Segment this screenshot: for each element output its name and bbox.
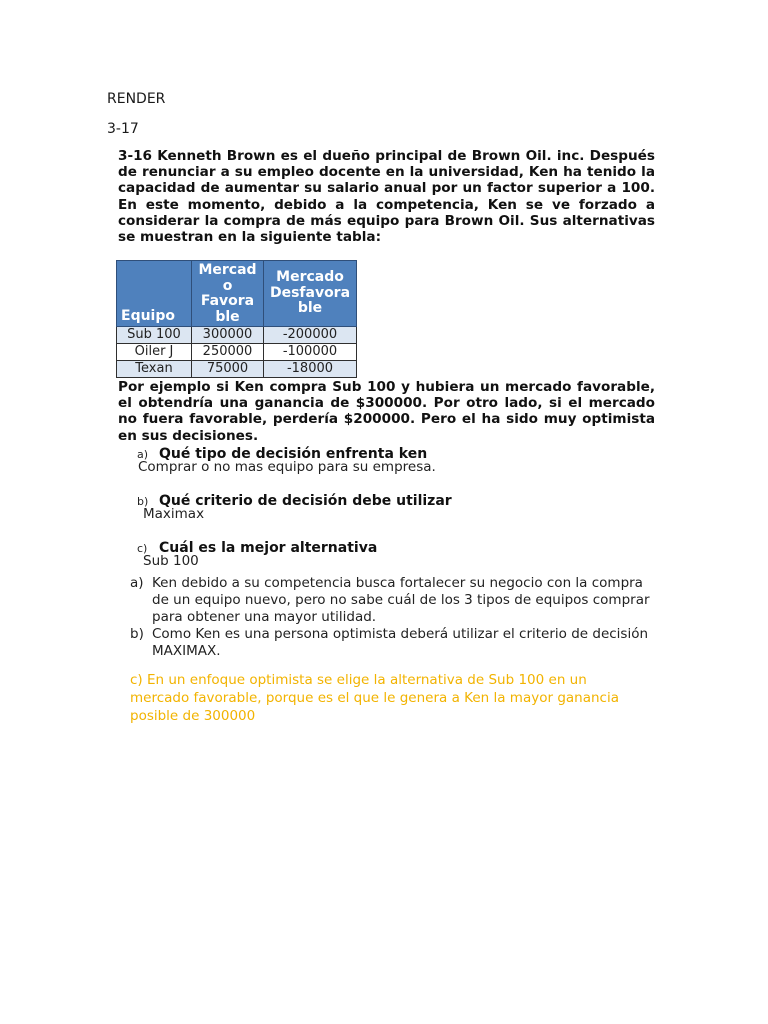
list-marker: b) xyxy=(130,626,144,642)
cell-equipo: Sub 100 xyxy=(117,327,192,344)
example-paragraph: Por ejemplo si Ken compra Sub 100 y hubiera un mercado favorable, el obtendría una ganancia de $300000. Por otro lado, si el mercado no fuera favorable, perdería $200000. Pero el ha sido muy optimista en sus decisiones. xyxy=(118,379,655,444)
list-item-text: Ken debido a su competencia busca fortalecer su negocio con la compra de un equipo nuevo, pero no sabe cuál de los 3 tipos de equipos comprar para obtener una mayor utilidad. xyxy=(152,575,650,625)
list-marker: a) xyxy=(130,575,144,591)
cell-desfavorable: -200000 xyxy=(264,327,357,344)
header-line: o xyxy=(222,277,233,294)
question-text: Qué criterio de decisión debe utilizar xyxy=(159,493,452,509)
header-line: Desfavora xyxy=(269,284,351,301)
section-number: 3-17 xyxy=(107,121,139,137)
question-letter: c) xyxy=(137,542,148,555)
table-header-row xyxy=(117,261,357,327)
cell-equipo: Texan xyxy=(117,361,192,378)
answer-c: Sub 100 xyxy=(143,553,199,569)
alternatives-table xyxy=(116,260,357,378)
answer-a: Comprar o no mas equipo para su empresa. xyxy=(138,459,436,475)
list-item xyxy=(130,575,662,626)
answer-b: Maximax xyxy=(143,506,205,522)
cell-favorable: 75000 xyxy=(192,361,264,378)
header-mercado-favorable xyxy=(192,261,264,327)
header-line: Favora xyxy=(200,293,255,309)
cell-desfavorable: -18000 xyxy=(264,361,357,378)
responses-list xyxy=(130,575,662,660)
header-line: Mercado xyxy=(276,269,344,286)
cell-equipo: Oiler J xyxy=(117,344,192,361)
cell-favorable: 250000 xyxy=(192,344,264,361)
header-line: ble xyxy=(297,300,323,317)
question-letter: a) xyxy=(137,448,149,461)
header-equipo: Equipo xyxy=(117,261,192,327)
cell-favorable: 300000 xyxy=(192,327,264,344)
question-text: Cuál es la mejor alternativa xyxy=(159,540,378,556)
question-letter: b) xyxy=(137,495,149,508)
header-line: ble xyxy=(215,308,240,325)
question-text: Qué tipo de decisión enfrenta ken xyxy=(159,446,428,462)
table-row xyxy=(117,327,357,344)
document-heading: RENDER xyxy=(107,91,166,107)
problem-statement: 3-16 Kenneth Brown es el dueño principal de Brown Oil. inc. Después de renunciar a su empleo docente en la universidad, Ken ha tenido la capacidad de aumentar su salario anual por un factor superior a 100. En este momento, debido a la competencia, Ken se ve forzado a considerar la compra de más equipo para Brown Oil. Sus alternativas se muestran en la siguiente tabla: xyxy=(118,148,655,246)
cell-desfavorable: -100000 xyxy=(264,344,357,361)
conclusion-paragraph: c) En un enfoque optimista se elige la alternativa de Sub 100 en un mercado favorable, porque es el que le genera a Ken la mayor ganancia posible de 300000 xyxy=(130,672,619,724)
header-mercado-desfavorable xyxy=(264,261,357,327)
table-row xyxy=(117,344,357,361)
table-row xyxy=(117,361,357,378)
list-item xyxy=(130,626,662,660)
list-item-text: Como Ken es una persona optimista deberá utilizar el criterio de decisión MAXIMAX. xyxy=(152,626,649,659)
header-line: Mercad xyxy=(198,262,257,278)
